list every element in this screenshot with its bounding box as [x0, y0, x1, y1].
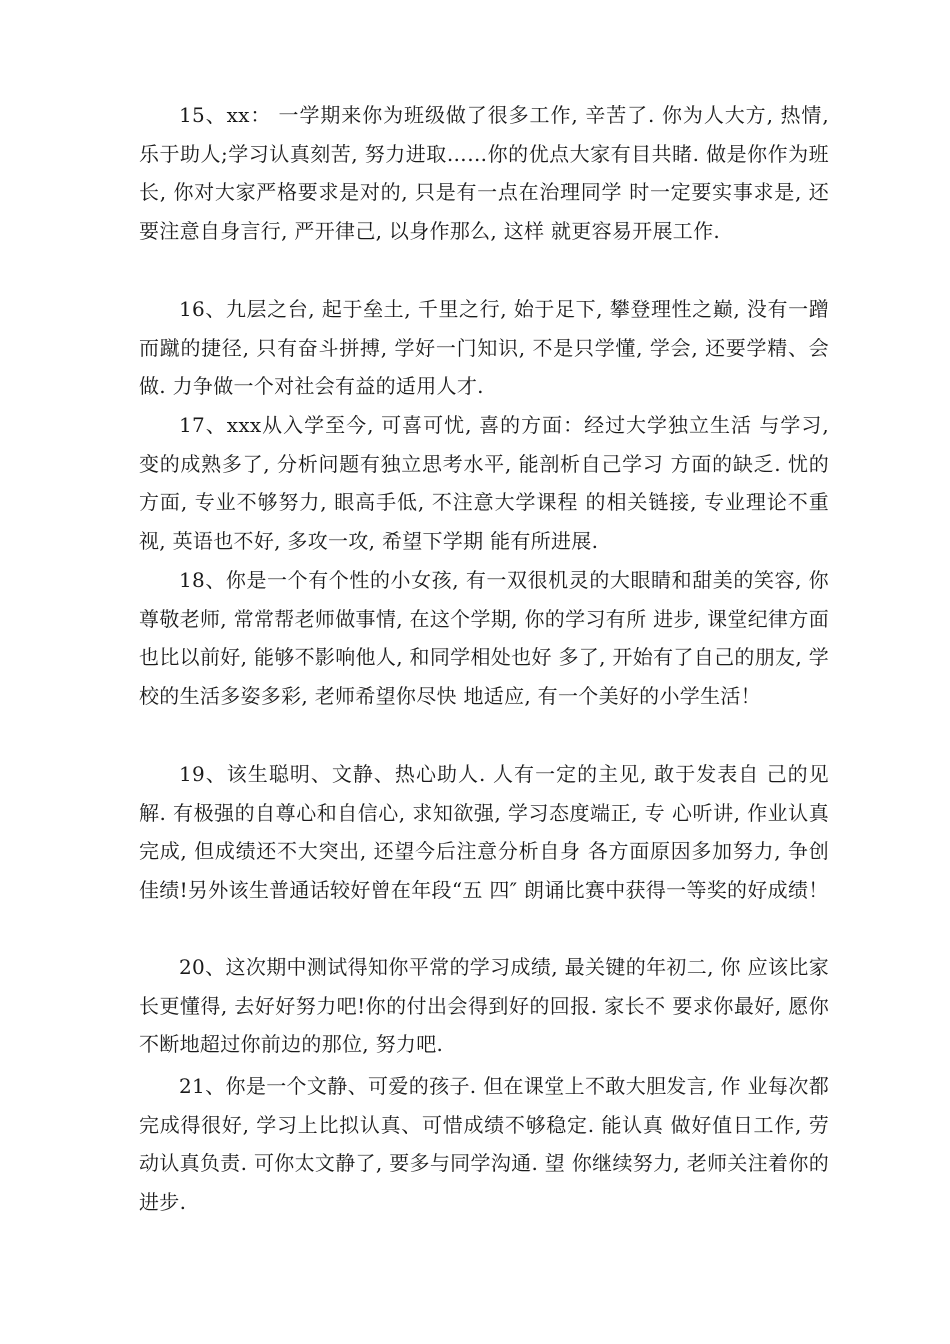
- comment-paragraph-21: 21、你是一个文静、可爱的孩子. 但在课堂上不敢大胆发言, 作 业每次都完成得很好, 学习上比拟认真、可惜成绩不够稳定. 能认真 做好值日工作, 劳动认真负责. 可你太文静了, 要多与同学沟通. 望 你继续努力, 老师关注着你的进步.: [139, 1074, 829, 1214]
- comment-paragraph-17: 17、xxx从入学至今, 可喜可忧, 喜的方面：经过大学独立生活 与学习, 变的成熟多了, 分析问题有独立思考水平, 能剖析自己学习 方面的缺乏. 忧的方面, 专业不够努力, 眼高手低, 不注意大学课程 的相关链接, 专业理论不重视, 英语也不好, 多攻一攻, 希望下学期 能有所进展.: [139, 413, 829, 553]
- comment-paragraph-16: 16、九层之台, 起于垒土, 千里之行, 始于足下, 攀登理性之巅, 没有一蹭而蹴的捷径, 只有奋斗拼搏, 学好一门知识, 不是只学懂, 学会, 还要学精、会做. 力争做一个对社会有益的适用人才.: [139, 297, 829, 398]
- comment-paragraph-18: 18、你是一个有个性的小女孩, 有一双很机灵的大眼睛和甜美的笑容, 你尊敬老师, 常常帮老师做事情, 在这个学期, 你的学习有所 进步, 课堂纪律方面也比以前好, 能够不影响他人, 和同学相处也好 多了, 开始有了自己的朋友, 学校的生活多姿多彩, 老师希望你尽快 地适应, 有一个美好的小学生活！: [139, 568, 829, 708]
- comment-paragraph-15: 15、xx： 一学期来你为班级做了很多工作, 辛苦了. 你为人大方, 热情, 乐于助人;学习认真刻苦, 努力进取……你的优点大家有目共睹. 做是你作为班长, 你对大家严格要求是对的, 只是有一点在治理同学 时一定要实事求是, 还要注意自身言行, 严开律己, 以身作那么, 这样 就更容易开展工作.: [139, 103, 829, 243]
- comment-paragraph-20: 20、这次期中测试得知你平常的学习成绩, 最关键的年初二, 你 应该比家长更懂得, 去好好努力吧!你的付出会得到好的回报. 家长不 要求你最好, 愿你不断地超过你前边的那位, 努力吧.: [139, 955, 829, 1056]
- comment-paragraph-19: 19、该生聪明、文静、热心助人. 人有一定的主见, 敢于发表自 己的见解. 有极强的自尊心和自信心, 求知欲强, 学习态度端正, 专 心听讲, 作业认真完成, 但成绩还不大突出, 还望今后注意分析自身 各方面原因多加努力, 争创佳绩!另外该生普通话较好曾在年段“五 四″ 朗诵比赛中获得一等奖的好成绩！: [139, 762, 829, 902]
